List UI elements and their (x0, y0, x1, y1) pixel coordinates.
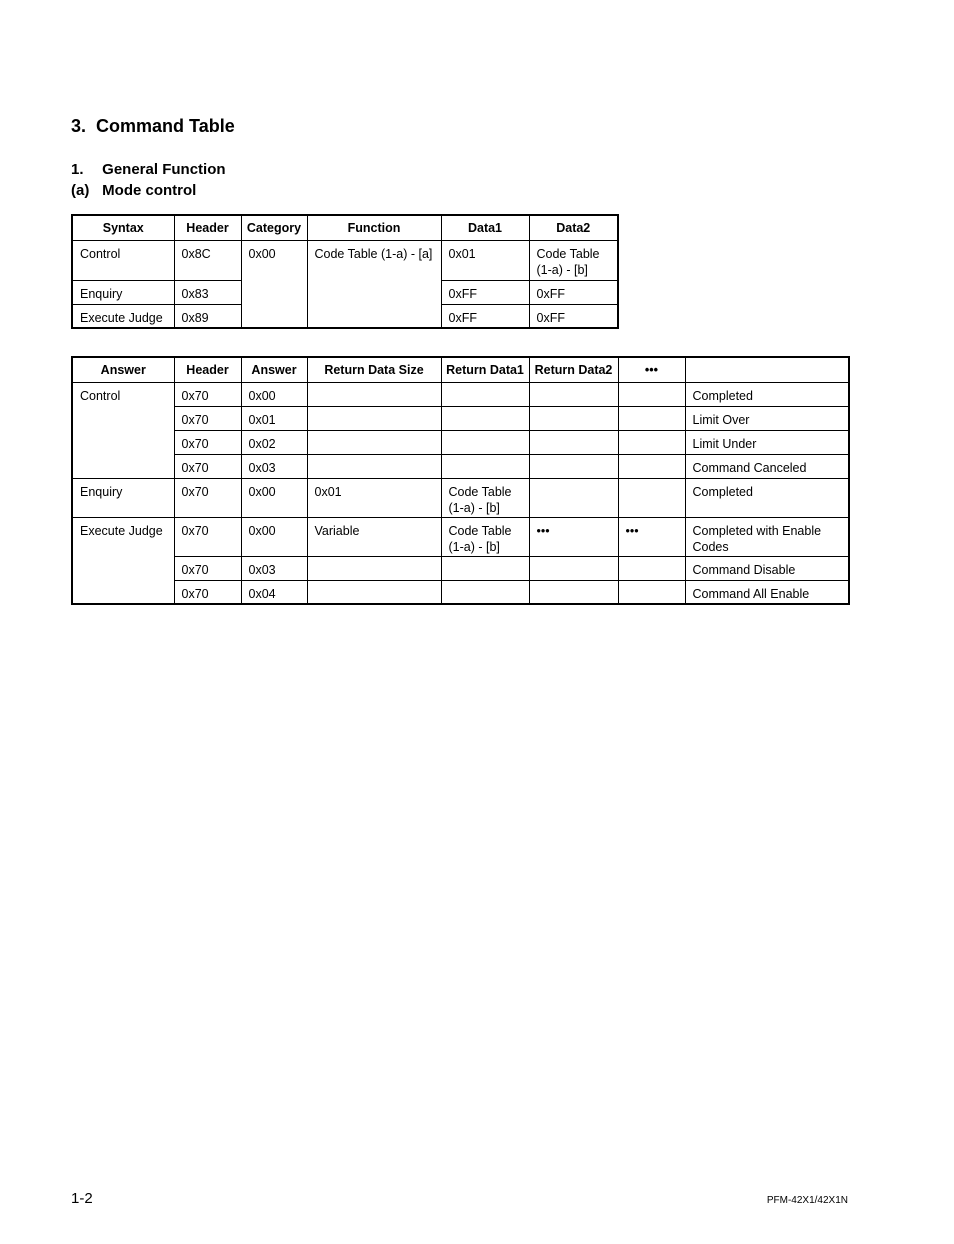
return-data2-cell (529, 382, 618, 406)
return-data1-cell: Code Table (1-a) - [b] (441, 478, 529, 517)
syntax-cell: Enquiry (72, 280, 174, 304)
section-number: 3. (71, 116, 87, 136)
answer-table (71, 356, 850, 605)
syntax-cell: Control (72, 240, 174, 280)
column-header: Category (241, 215, 307, 240)
answer-group-cell: Control (72, 382, 174, 478)
size-cell: 0x01 (307, 478, 441, 517)
return-data1-cell (441, 454, 529, 478)
header-cell: 0x70 (174, 382, 241, 406)
subsection-title-text: General Function (102, 161, 226, 178)
ellipsis-column-header: ••• (618, 357, 685, 382)
column-header: Header (174, 357, 241, 382)
model-number: PFM-42X1/42X1N (766, 1195, 848, 1206)
ellipsis-cell (618, 556, 685, 580)
syntax-cell: Execute Judge (72, 304, 174, 328)
return-data1-cell (441, 556, 529, 580)
return-data1-cell (441, 430, 529, 454)
description-column-header (685, 357, 849, 382)
ellipsis-cell (618, 382, 685, 406)
subsubsection-title (71, 182, 196, 199)
subsubsection-number: (a) (71, 182, 90, 199)
return-data2-cell (529, 478, 618, 517)
column-header: Syntax (72, 215, 174, 240)
column-header: Data2 (529, 215, 618, 240)
function-cell: Code Table (1-a) - [a] (307, 240, 441, 328)
ellipsis-cell (618, 406, 685, 430)
description-cell: Command Disable (685, 556, 849, 580)
answer-cell: 0x00 (241, 478, 307, 517)
header-cell: 0x8C (174, 240, 241, 280)
data1-cell: 0xFF (441, 280, 529, 304)
answer-cell: 0x04 (241, 580, 307, 604)
answer-group-cell: Enquiry (72, 478, 174, 517)
description-cell: Command Canceled (685, 454, 849, 478)
column-header: Return Data Size (307, 357, 441, 382)
answer-cell: 0x03 (241, 556, 307, 580)
return-data2-cell (529, 556, 618, 580)
column-header: Header (174, 215, 241, 240)
return-data2-cell (529, 580, 618, 604)
return-data2-cell (529, 406, 618, 430)
header-cell: 0x70 (174, 517, 241, 556)
table-row (72, 556, 849, 580)
description-cell: Completed (685, 478, 849, 517)
header-cell: 0x89 (174, 304, 241, 328)
table-row (72, 406, 849, 430)
description-cell: Completed (685, 382, 849, 406)
table-row (72, 478, 849, 517)
table-row (72, 517, 849, 556)
description-cell: Limit Under (685, 430, 849, 454)
size-cell (307, 454, 441, 478)
size-cell (307, 430, 441, 454)
data2-cell: 0xFF (529, 280, 618, 304)
table-row (72, 382, 849, 406)
data1-cell: 0xFF (441, 304, 529, 328)
return-data2-cell (529, 430, 618, 454)
ellipsis-cell (618, 454, 685, 478)
subsection-number: 1. (71, 161, 84, 178)
description-cell: Command All Enable (685, 580, 849, 604)
category-cell: 0x00 (241, 240, 307, 328)
header-cell: 0x83 (174, 280, 241, 304)
return-data1-cell: Code Table (1-a) - [b] (441, 517, 529, 556)
table-row (72, 430, 849, 454)
description-cell: Limit Over (685, 406, 849, 430)
section-title-text: Command Table (96, 116, 235, 136)
table-row (72, 580, 849, 604)
subsection-title (71, 161, 226, 178)
header-cell: 0x70 (174, 580, 241, 604)
return-data2-cell: ••• (529, 517, 618, 556)
header-cell: 0x70 (174, 430, 241, 454)
table-row (72, 240, 618, 280)
data2-cell: Code Table (1-a) - [b] (529, 240, 618, 280)
column-header: Function (307, 215, 441, 240)
subsubsection-title-text: Mode control (102, 182, 197, 199)
header-cell: 0x70 (174, 556, 241, 580)
section-title (71, 116, 235, 137)
command-table (71, 214, 619, 329)
answer-table-header-row (72, 357, 849, 382)
answer-cell: 0x00 (241, 517, 307, 556)
data2-cell: 0xFF (529, 304, 618, 328)
ellipsis-cell (618, 430, 685, 454)
size-cell: Variable (307, 517, 441, 556)
header-cell: 0x70 (174, 478, 241, 517)
answer-cell: 0x01 (241, 406, 307, 430)
description-cell: Completed with Enable Codes (685, 517, 849, 556)
size-cell (307, 580, 441, 604)
ellipsis-cell (618, 478, 685, 517)
column-header: Return Data1 (441, 357, 529, 382)
answer-cell: 0x02 (241, 430, 307, 454)
command-table-header-row (72, 215, 618, 240)
size-cell (307, 406, 441, 430)
answer-cell: 0x03 (241, 454, 307, 478)
ellipsis-cell: ••• (618, 517, 685, 556)
column-header: Return Data2 (529, 357, 618, 382)
column-header: Data1 (441, 215, 529, 240)
header-cell: 0x70 (174, 454, 241, 478)
column-header: Answer (72, 357, 174, 382)
header-cell: 0x70 (174, 406, 241, 430)
page-number: 1-2 (71, 1190, 93, 1207)
column-header: Answer (241, 357, 307, 382)
size-cell (307, 556, 441, 580)
return-data1-cell (441, 580, 529, 604)
table-row (72, 454, 849, 478)
answer-group-cell: Execute Judge (72, 517, 174, 604)
answer-cell: 0x00 (241, 382, 307, 406)
return-data1-cell (441, 382, 529, 406)
return-data2-cell (529, 454, 618, 478)
size-cell (307, 382, 441, 406)
return-data1-cell (441, 406, 529, 430)
data1-cell: 0x01 (441, 240, 529, 280)
ellipsis-cell (618, 580, 685, 604)
